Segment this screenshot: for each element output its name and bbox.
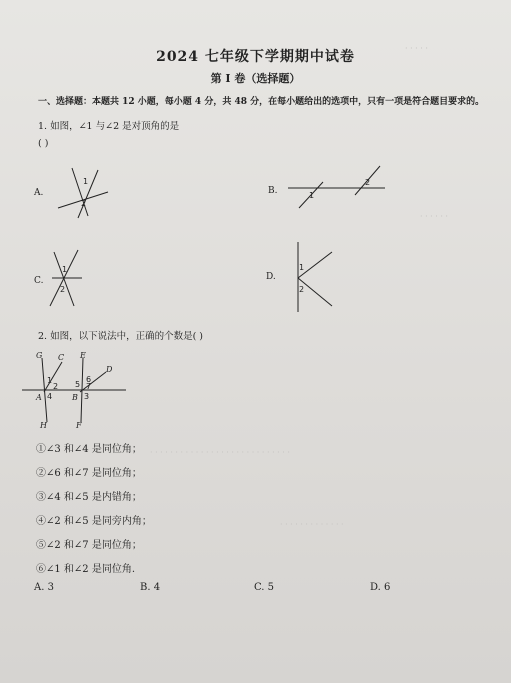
angle-label-1: 1 <box>62 265 68 274</box>
q2-answer-d[interactable]: D. 6 <box>370 582 391 593</box>
q1-option-c-figure <box>48 248 98 310</box>
q2-statement: ④∠2 和∠5 是同旁内角； <box>36 516 152 527</box>
q2-figure <box>20 348 130 430</box>
volume-title: 第 I 卷（选择题） <box>210 72 301 85</box>
angle-label-1: 1 <box>47 376 53 385</box>
q1-option-a-letter[interactable]: A. <box>34 188 44 198</box>
angle-label-2: 2 <box>60 285 66 294</box>
q2-answer-b[interactable]: B. 4 <box>140 582 161 593</box>
angle-label-1: 1 <box>309 191 315 200</box>
point-label-a: A <box>36 393 42 402</box>
q2-statement: ⑥∠1 和∠2 是同位角. <box>36 564 136 575</box>
angle-label-5: 5 <box>75 380 81 389</box>
point-label-f: F <box>76 421 82 430</box>
point-label-d: D <box>106 365 113 374</box>
q2-answer-c[interactable]: C. 5 <box>254 582 275 593</box>
angle-label-6: 6 <box>86 375 92 384</box>
q2-answer-a[interactable]: A. 3 <box>34 582 54 593</box>
angle-label-4: 4 <box>47 392 53 401</box>
bleed-through-text: · · · · · · · · · · · · · <box>280 520 344 529</box>
point-label-c: C <box>58 353 65 362</box>
bleed-through-text: · · · · · · · · · · · · · · · · · · · · · · · · · · · · <box>150 448 290 457</box>
q2-stem: 2. 如图，以下说法中，正确的个数是( ) <box>38 331 204 342</box>
angle-label-2: 2 <box>81 199 87 208</box>
q1-stem: 1. 如图，∠1 与∠2 是对顶角的是 <box>38 121 180 132</box>
q1-option-b-figure <box>285 160 395 215</box>
angle-label-2: 2 <box>53 382 59 391</box>
angle-label-7: 7 <box>86 382 92 391</box>
q1-option-c-letter[interactable]: C. <box>34 276 44 286</box>
angle-label-1: 1 <box>83 177 89 186</box>
point-label-e: E <box>80 351 86 360</box>
line-bd <box>80 372 106 392</box>
point-label-h: H <box>40 421 47 430</box>
angle-label-2: 2 <box>365 178 371 187</box>
q1-option-d-letter[interactable]: D. <box>266 272 276 282</box>
bleed-through-text: · · · · · · <box>420 212 448 221</box>
angle-label-3: 3 <box>84 392 90 401</box>
q1-option-a-figure <box>50 160 120 225</box>
angle-label-1: 1 <box>299 263 305 272</box>
point-label-g: G <box>36 351 43 360</box>
q2-statement: ⑤∠2 和∠7 是同位角； <box>36 540 142 551</box>
q2-statement: ③∠4 和∠5 是内错角； <box>36 492 142 503</box>
angle-label-2: 2 <box>299 285 305 294</box>
point-label-b: B <box>72 393 78 402</box>
section-header: 一、选择题：本题共 12 小题，每小题 4 分，共 48 分，在每小题给出的选项中，只有一项是符合题目要求的。 <box>38 97 485 107</box>
q2-statement: ①∠3 和∠4 是同位角； <box>36 444 142 455</box>
q1-answer-bracket: ( ) <box>38 138 49 149</box>
q2-statement: ②∠6 和∠7 是同位角； <box>36 468 142 479</box>
bleed-through-text: · · · · · <box>405 44 428 53</box>
line <box>72 168 88 216</box>
q1-option-b-letter[interactable]: B. <box>268 186 278 196</box>
q1-option-d-figure <box>290 240 350 315</box>
exam-title: 2024 七年级下学期期中试卷 <box>156 49 355 65</box>
